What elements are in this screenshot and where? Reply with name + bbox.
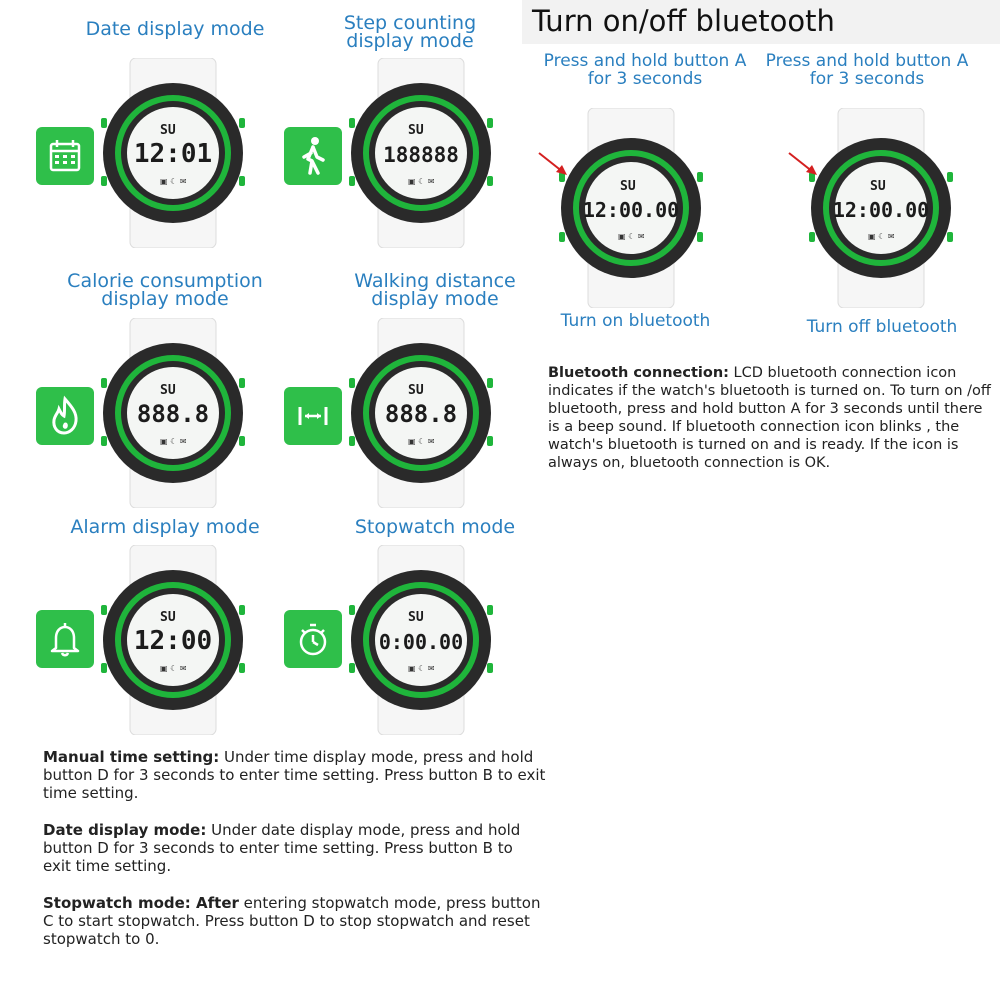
bt-on-caption: Turn on bluetooth (560, 311, 711, 331)
lcd-day: SU (408, 610, 424, 625)
watch-stopwatch (346, 545, 496, 735)
svg-text:▣ ☾ ✉: ▣ ☾ ✉ (160, 664, 187, 673)
instruction-text: Under date display mode, press and hold button D for 3 seconds to enter time setting. Press button B to exit time setting. (43, 821, 521, 875)
svg-text:▣ ☾ ✉: ▣ ☾ ✉ (408, 437, 435, 446)
bluetooth-connection-label: Bluetooth connection: (548, 365, 729, 381)
svg-text:▣ ☾ ✉: ▣ ☾ ✉ (408, 664, 435, 673)
instruction-label: Date display mode: (43, 821, 207, 839)
lcd-day: SU (408, 123, 424, 138)
lcd-day: SU (160, 123, 176, 138)
bluetooth-connection-paragraph (548, 364, 994, 472)
watch-bluetooth-off (806, 108, 956, 308)
instruction-label: Manual time setting: (43, 748, 220, 766)
arrow-right-icon (786, 150, 820, 180)
watch-calorie (98, 318, 248, 508)
svg-text:▣ ☾ ✉: ▣ ☾ ✉ (160, 177, 187, 186)
lcd-main: 188888 (383, 143, 459, 167)
walking-person-icon (284, 127, 342, 185)
lcd-main: 12:01 (133, 139, 213, 169)
stopwatch-icon (284, 610, 342, 668)
distance-arrows-icon (284, 387, 342, 445)
bt-off-caption: Turn off bluetooth (806, 317, 958, 337)
mode-title-alarm: Alarm display mode (70, 516, 260, 538)
svg-text:▣ ☾ ✉: ▣ ☾ ✉ (408, 177, 435, 186)
svg-text:▣ ☾ ✉: ▣ ☾ ✉ (868, 232, 895, 241)
instruction-text: Under time display mode, press and hold button D for 3 seconds to enter time setting. Press button B to exit time setting. (43, 748, 546, 802)
lcd-day: SU (160, 610, 176, 625)
mode-title-stopwatch: Stopwatch mode (354, 516, 516, 538)
lcd-main: 12:00 (133, 626, 213, 656)
bluetooth-connection-text: LCD bluetooth connection icon indicates if the watch's bluetooth is turned on. To turn on /off bluetooth, press and hold button A for 3 seconds until there is a beep sound. If bluetooth connection icon blinks , the watch's bluetooth is turned on and is ready. If the icon is always on, bluetooth connection is OK. (548, 365, 991, 471)
instruction-manual-time (43, 748, 553, 802)
lcd-main: 0:00.00 (378, 630, 464, 654)
instruction-label: Stopwatch mode: After (43, 894, 239, 912)
lcd-main: 888.8 (136, 400, 210, 428)
mode-title-distance: Walking distance display mode (354, 270, 516, 310)
lcd-day: SU (408, 383, 424, 398)
bt-right-instruction: Press and hold button A for 3 seconds (765, 51, 969, 89)
svg-text:▣ ☾ ✉: ▣ ☾ ✉ (160, 437, 187, 446)
watch-distance (346, 318, 496, 508)
watch-bluetooth-on (556, 108, 706, 308)
watch-steps (346, 58, 496, 248)
instruction-date-display (43, 821, 533, 875)
lcd-day: SU (870, 179, 886, 194)
lcd-main: 888.8 (384, 400, 458, 428)
svg-text:▣ ☾ ✉: ▣ ☾ ✉ (618, 232, 645, 241)
watch-date (98, 58, 248, 248)
arrow-left-icon (536, 150, 570, 180)
bt-left-instruction: Press and hold button A for 3 seconds (543, 51, 747, 89)
lcd-main: 12:00.00 (832, 198, 930, 222)
instruction-stopwatch (43, 894, 548, 948)
lcd-main: 12:00.00 (582, 198, 680, 222)
bluetooth-header-title: Turn on/off bluetooth (532, 4, 835, 38)
bell-icon (36, 610, 94, 668)
lcd-day: SU (160, 383, 176, 398)
mode-title-calorie: Calorie consumption display mode (67, 270, 263, 310)
flame-icon (36, 387, 94, 445)
watch-alarm (98, 545, 248, 735)
lcd-day: SU (620, 179, 636, 194)
instruction-text: entering stopwatch mode, press button C to start stopwatch. Press button D to stop stopwatch and reset stopwatch to 0. (43, 894, 541, 948)
mode-title-date: Date display mode (85, 18, 265, 40)
mode-title-steps: Step counting display mode (343, 12, 477, 52)
calendar-icon (36, 127, 94, 185)
